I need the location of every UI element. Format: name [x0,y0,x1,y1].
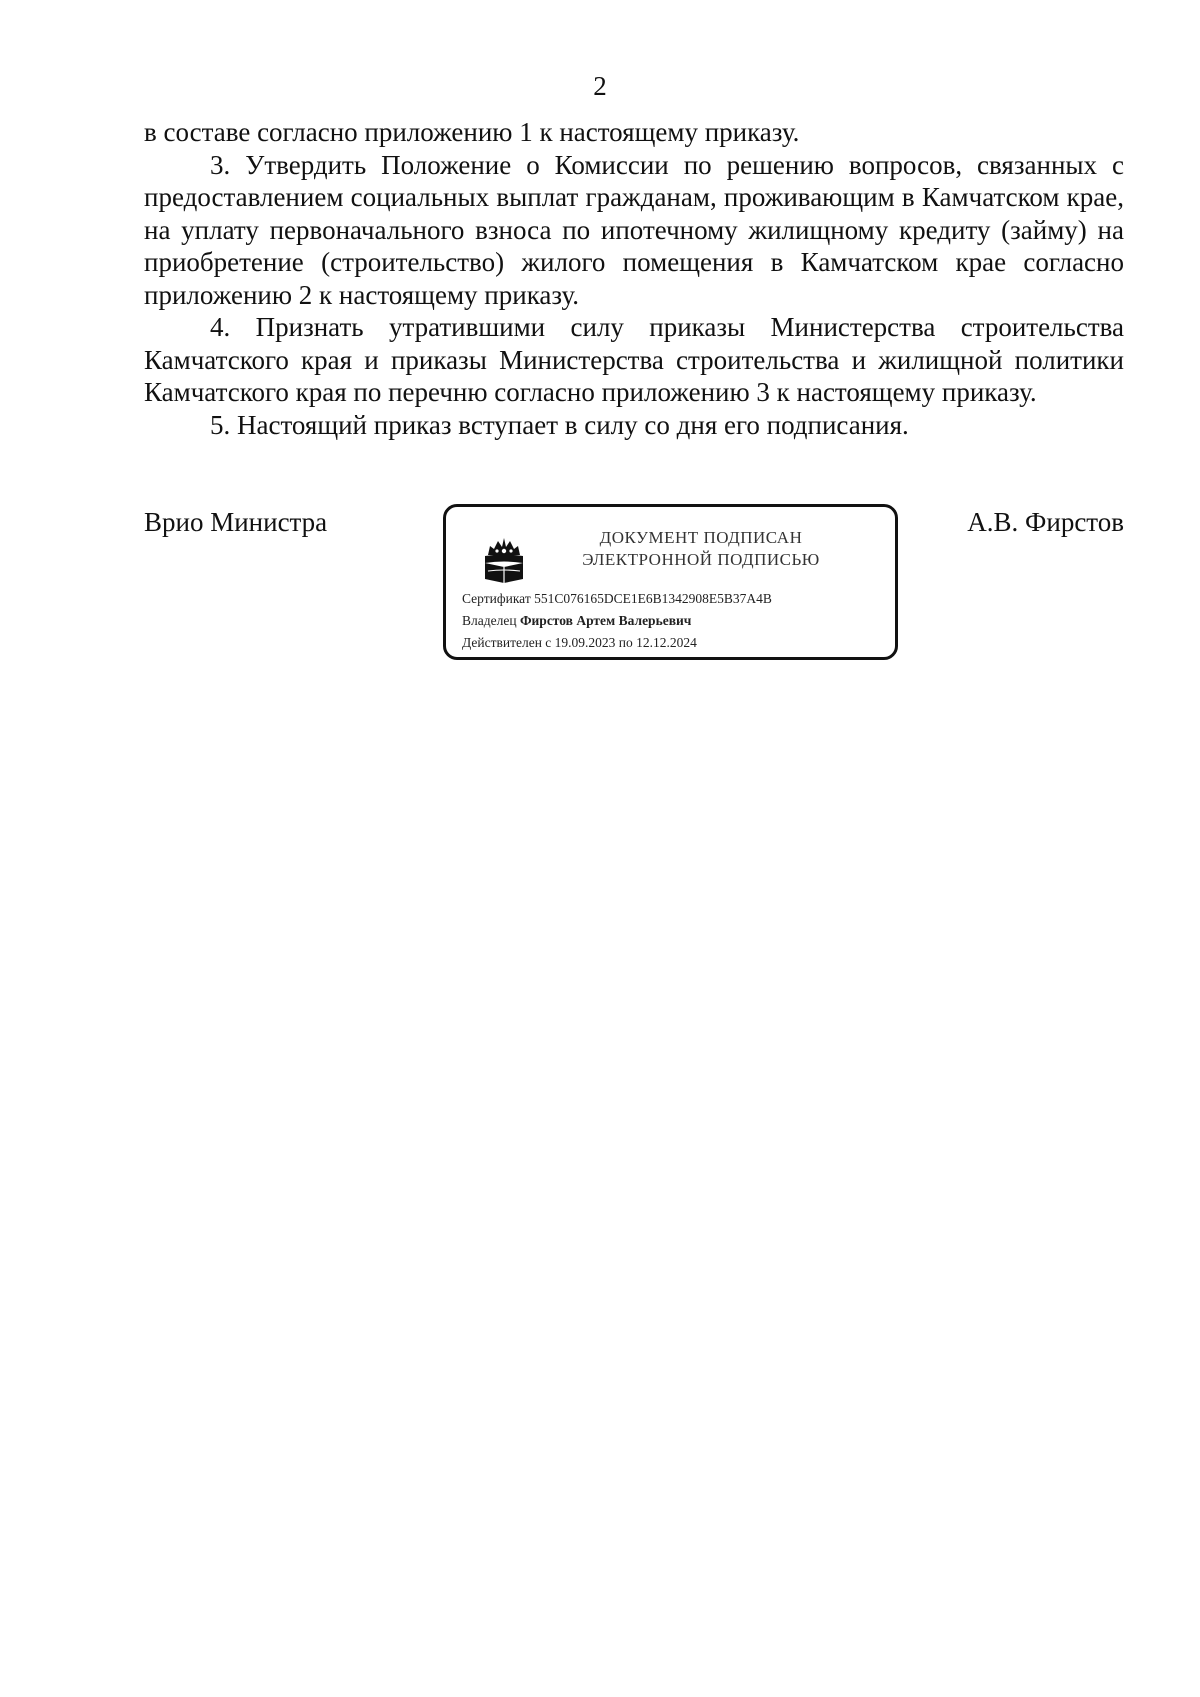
stamp-validity [462,635,697,651]
certificate-value: 551C076165DCE1E6B1342908E5B37A4B [534,591,772,606]
page-number: 2 [593,71,607,101]
signatory-name: А.В. Фирстов [967,507,1124,537]
owner-value: Фирстов Артем Валерьевич [519,613,692,628]
paragraph-continuation: в составе согласно приложению 1 к настоящему приказу. [144,117,800,147]
stamp-owner [462,613,691,629]
paragraph-item-5: 5. Настоящий приказ вступает в силу со дня его подписания. [210,409,909,440]
electronic-signature-stamp [443,504,898,660]
paragraph-item-4: 4. Признать утратившими силу приказы Министерства строительства Камчатского края и приказы Министерства строительства и жилищной политики Камчатского края по перечню согласно приложению 3 к настоящему приказу. [144,312,1124,407]
stamp-certificate [462,591,772,607]
owner-label: Владелец [462,613,517,628]
signatory-position: Врио Министра [144,507,328,537]
stamp-title [556,527,846,571]
stamp-title-line-1: ДОКУМЕНТ ПОДПИСАН [599,528,803,547]
paragraph-item-3: 3. Утвердить Положение о Комиссии по решению вопросов, связанных с предоставлением социальных выплат гражданам, проживающим в Камчатском крае, на уплату первоначального взноса по ипотечному жилищному кредиту (займу) на приобретение (строительство) жилого помещения в Камчатском крае согласно приложению 2 к настоящему приказу. [144,149,1124,310]
valid-to-label: по [618,635,633,650]
valid-to-date: 12.12.2024 [636,635,697,650]
valid-from-date: 19.09.2023 [554,635,616,650]
valid-from-label: Действителен с [462,635,552,650]
kamchatka-coat-of-arms-icon [480,529,528,585]
document-body [144,116,1124,441]
certificate-label: Сертификат [462,591,531,606]
stamp-title-line-2: ЭЛЕКТРОННОЙ ПОДПИСЬЮ [582,550,820,569]
